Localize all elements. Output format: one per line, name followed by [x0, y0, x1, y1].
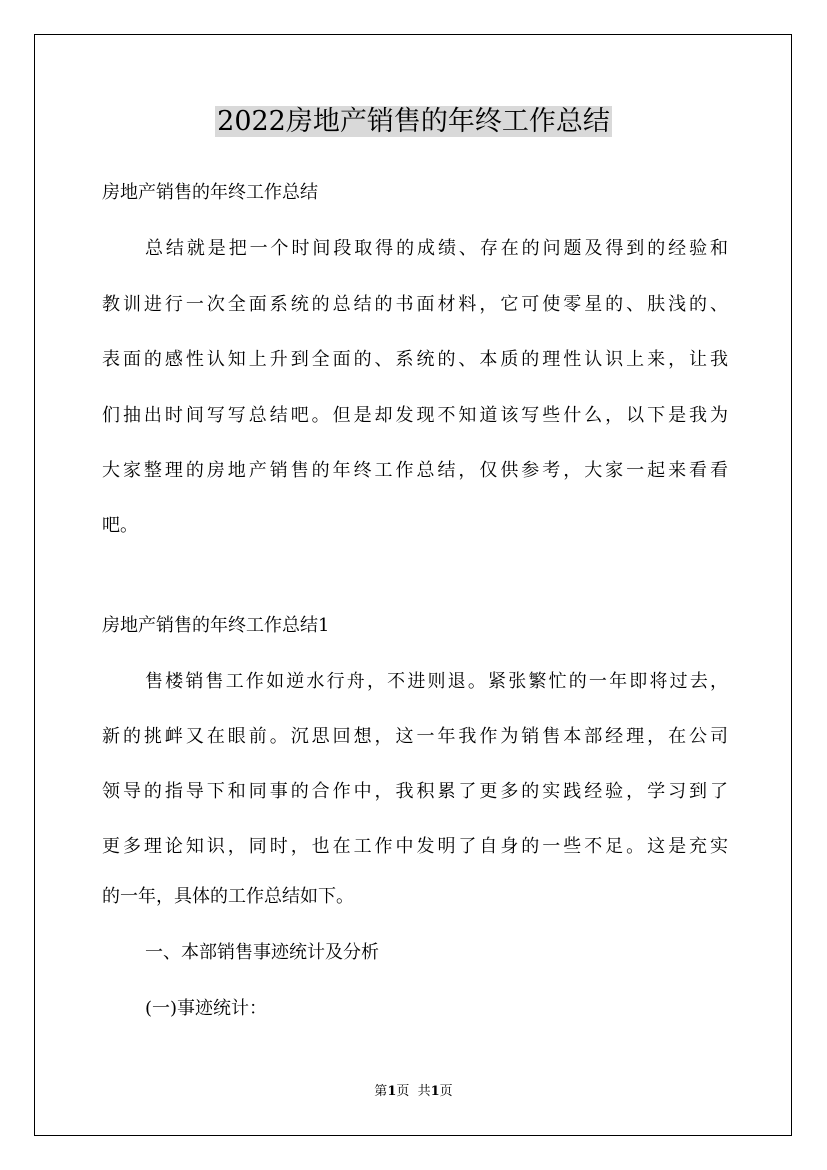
section1-line-1: 售楼销售工作如逆水行舟，不进则退。紧张繁忙的一年即将过去，: [145, 671, 728, 692]
section1-line-2: 新的挑衅又在眼前。沉思回想，这一年我作为销售本部经理，在公司: [102, 726, 728, 747]
document-title: [0, 104, 827, 140]
footer-total-pages: 1: [430, 1084, 440, 1099]
intro-line-6: 吧。: [102, 515, 138, 536]
intro-line-3: 表面的感性认知上升到全面的、系统的、本质的理性认识上来，让我: [102, 349, 728, 370]
section1-line-3: 领导的指导下和同事的合作中，我积累了更多的实践经验，学习到了: [102, 781, 728, 802]
section1-line-5: 的一年，具体的工作总结如下。: [102, 886, 354, 907]
item-heading: 一、本部销售事迹统计及分析: [145, 942, 379, 963]
intro-line-1: 总结就是把一个时间段取得的成绩、存在的问题及得到的经验和: [145, 238, 728, 259]
document-title-text: 2022房地产销售的年终工作总结: [217, 106, 610, 137]
footer-prefix: 第: [374, 1084, 388, 1099]
page-footer: [0, 1083, 827, 1101]
sub-item-heading: (一)事迹统计：: [145, 998, 268, 1019]
document-subtitle: 房地产销售的年终工作总结: [102, 182, 318, 203]
section1-heading: 房地产销售的年终工作总结1: [102, 615, 330, 636]
intro-line-2: 教训进行一次全面系统的总结的书面材料，它可使零星的、肤浅的、: [102, 294, 728, 315]
section1-line-4: 更多理论知识，同时，也在工作中发明了自身的一些不足。这是充实: [102, 836, 728, 857]
footer-page-number: 1: [387, 1084, 397, 1099]
intro-line-5: 大家整理的房地产销售的年终工作总结，仅供参考，大家一起来看看: [102, 460, 728, 481]
intro-line-4: 们抽出时间写写总结吧。但是却发现不知道该写些什么，以下是我为: [102, 405, 728, 426]
footer-suffix: 页: [439, 1084, 453, 1099]
footer-mid: 页 共: [396, 1084, 431, 1099]
